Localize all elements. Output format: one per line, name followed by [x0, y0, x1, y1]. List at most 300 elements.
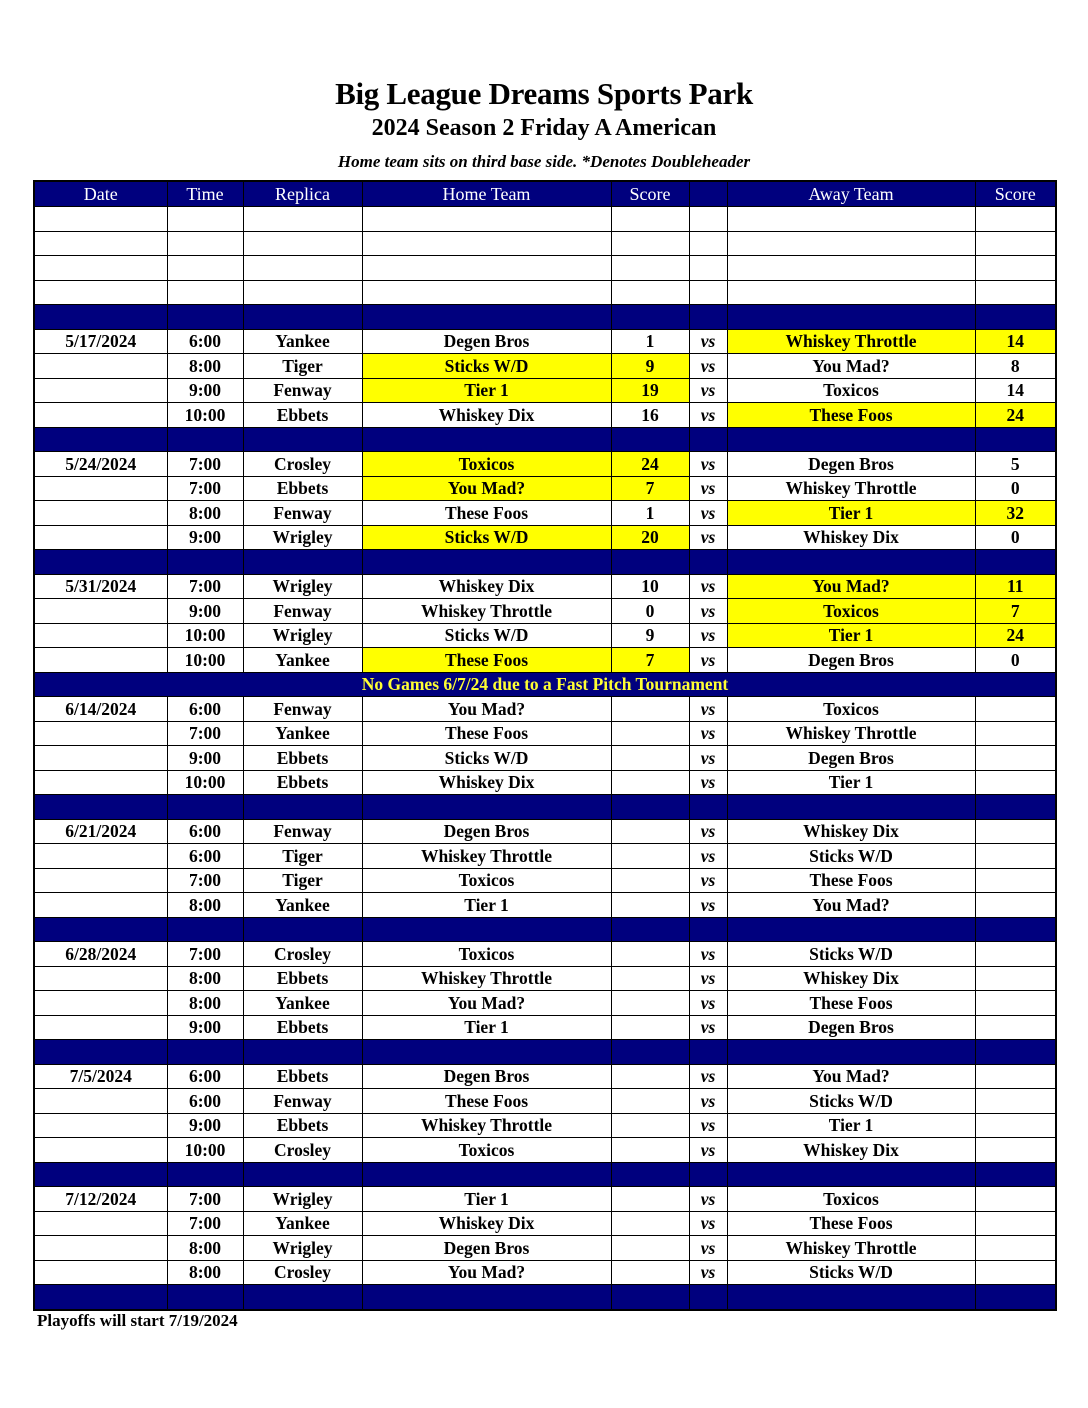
separator-row [34, 917, 1056, 942]
home-team-cell: These Foos [362, 501, 611, 526]
vs-cell: vs [689, 574, 727, 599]
away-team-cell: Tier 1 [727, 1113, 975, 1138]
home-team-cell: Whiskey Dix [362, 403, 611, 428]
away-score-cell [975, 746, 1056, 771]
date-cell [34, 893, 167, 918]
empty-cell [689, 917, 727, 942]
vs-cell: vs [689, 648, 727, 673]
away-score-cell [975, 1113, 1056, 1138]
empty-cell [34, 917, 167, 942]
away-team-cell: Whiskey Throttle [727, 329, 975, 354]
empty-cell [34, 1285, 167, 1310]
time-cell: 6:00 [167, 1064, 243, 1089]
empty-cell [243, 1162, 362, 1187]
home-team-cell: Degen Bros [362, 819, 611, 844]
empty-cell [975, 305, 1056, 330]
vs-cell: vs [689, 1236, 727, 1261]
blank-row [34, 231, 1056, 256]
col-header-away-team: Away Team [727, 181, 975, 207]
home-score-cell: 9 [611, 623, 689, 648]
game-row [34, 378, 1056, 403]
replica-cell: Yankee [243, 329, 362, 354]
time-cell: 6:00 [167, 1089, 243, 1114]
time-cell: 7:00 [167, 868, 243, 893]
separator-row [34, 550, 1056, 575]
replica-cell: Ebbets [243, 770, 362, 795]
banner-row [34, 672, 1056, 697]
game-row [34, 868, 1056, 893]
game-row [34, 1089, 1056, 1114]
home-score-cell [611, 1260, 689, 1285]
date-cell [34, 623, 167, 648]
vs-cell: vs [689, 770, 727, 795]
empty-cell [611, 1162, 689, 1187]
empty-cell [362, 795, 611, 820]
time-cell: 10:00 [167, 770, 243, 795]
home-score-cell [611, 868, 689, 893]
away-score-cell: 8 [975, 354, 1056, 379]
away-team-cell: Toxicos [727, 599, 975, 624]
replica-cell: Ebbets [243, 476, 362, 501]
date-cell [34, 844, 167, 869]
home-team-cell: Whiskey Throttle [362, 599, 611, 624]
replica-cell: Yankee [243, 721, 362, 746]
game-row [34, 721, 1056, 746]
home-team-cell: These Foos [362, 1089, 611, 1114]
vs-cell: vs [689, 893, 727, 918]
blank-row [34, 207, 1056, 232]
away-team-cell: Sticks W/D [727, 1260, 975, 1285]
away-score-cell [975, 991, 1056, 1016]
col-header-home-team: Home Team [362, 181, 611, 207]
replica-cell: Fenway [243, 378, 362, 403]
replica-cell: Ebbets [243, 1113, 362, 1138]
game-row [34, 893, 1056, 918]
time-cell: 7:00 [167, 942, 243, 967]
home-score-cell: 1 [611, 329, 689, 354]
home-team-cell: Sticks W/D [362, 354, 611, 379]
empty-cell [611, 427, 689, 452]
empty-cell [611, 256, 689, 281]
home-score-cell: 9 [611, 354, 689, 379]
empty-cell [243, 1040, 362, 1065]
replica-cell: Crosley [243, 1260, 362, 1285]
empty-cell [689, 795, 727, 820]
game-row [34, 991, 1056, 1016]
away-score-cell [975, 1089, 1056, 1114]
empty-cell [243, 917, 362, 942]
home-team-cell: Degen Bros [362, 1236, 611, 1261]
away-score-cell [975, 819, 1056, 844]
time-cell: 8:00 [167, 1260, 243, 1285]
schedule-note: Home team sits on third base side. *Denotes Doubleheader [337, 152, 751, 171]
date-cell: 6/21/2024 [34, 819, 167, 844]
empty-cell [975, 1162, 1056, 1187]
time-cell: 7:00 [167, 1187, 243, 1212]
replica-cell: Crosley [243, 942, 362, 967]
home-team-cell: Whiskey Dix [362, 1211, 611, 1236]
time-cell: 9:00 [167, 1113, 243, 1138]
empty-cell [362, 280, 611, 305]
home-score-cell: 16 [611, 403, 689, 428]
empty-cell [975, 1040, 1056, 1065]
home-score-cell [611, 942, 689, 967]
replica-cell: Yankee [243, 991, 362, 1016]
home-team-cell: Sticks W/D [362, 623, 611, 648]
empty-cell [689, 1162, 727, 1187]
empty-cell [689, 550, 727, 575]
away-score-cell [975, 1015, 1056, 1040]
home-team-cell: Whiskey Throttle [362, 844, 611, 869]
away-team-cell: Whiskey Throttle [727, 721, 975, 746]
home-team-cell: Toxicos [362, 868, 611, 893]
home-score-cell [611, 819, 689, 844]
empty-cell [167, 1285, 243, 1310]
away-team-cell: Toxicos [727, 1187, 975, 1212]
replica-cell: Crosley [243, 1138, 362, 1163]
away-score-cell: 14 [975, 378, 1056, 403]
away-score-cell: 24 [975, 403, 1056, 428]
away-team-cell: You Mad? [727, 893, 975, 918]
date-cell [34, 476, 167, 501]
empty-cell [167, 550, 243, 575]
game-row [34, 746, 1056, 771]
empty-cell [611, 305, 689, 330]
away-team-cell: Degen Bros [727, 648, 975, 673]
time-cell: 9:00 [167, 378, 243, 403]
home-score-cell [611, 1064, 689, 1089]
separator-row [34, 427, 1056, 452]
col-header-date: Date [34, 181, 167, 207]
away-team-cell: Degen Bros [727, 452, 975, 477]
away-score-cell: 32 [975, 501, 1056, 526]
game-row [34, 501, 1056, 526]
replica-cell: Yankee [243, 893, 362, 918]
away-team-cell: Whiskey Throttle [727, 476, 975, 501]
away-team-cell: Whiskey Dix [727, 966, 975, 991]
away-team-cell: You Mad? [727, 1064, 975, 1089]
home-score-cell: 1 [611, 501, 689, 526]
away-score-cell [975, 966, 1056, 991]
empty-cell [243, 305, 362, 330]
page-title: Big League Dreams Sports Park [335, 76, 753, 111]
date-cell [34, 1089, 167, 1114]
empty-cell [243, 280, 362, 305]
replica-cell: Ebbets [243, 403, 362, 428]
empty-cell [243, 427, 362, 452]
time-cell: 8:00 [167, 501, 243, 526]
empty-cell [167, 256, 243, 281]
away-score-cell [975, 770, 1056, 795]
game-row [34, 1064, 1056, 1089]
replica-cell: Wrigley [243, 525, 362, 550]
date-cell [34, 966, 167, 991]
empty-cell [689, 231, 727, 256]
home-team-cell: Toxicos [362, 452, 611, 477]
playoffs-note: Playoffs will start 7/19/2024 [37, 1311, 238, 1330]
empty-cell [243, 550, 362, 575]
replica-cell: Tiger [243, 354, 362, 379]
vs-cell: vs [689, 1187, 727, 1212]
schedule-body [34, 207, 1056, 1310]
replica-cell: Wrigley [243, 1236, 362, 1261]
replica-cell: Ebbets [243, 1064, 362, 1089]
home-team-cell: Degen Bros [362, 1064, 611, 1089]
away-score-cell [975, 893, 1056, 918]
replica-cell: Ebbets [243, 746, 362, 771]
empty-cell [689, 207, 727, 232]
away-team-cell: Whiskey Dix [727, 525, 975, 550]
vs-cell: vs [689, 378, 727, 403]
home-score-cell [611, 1015, 689, 1040]
vs-cell: vs [689, 329, 727, 354]
vs-cell: vs [689, 1260, 727, 1285]
away-score-cell [975, 942, 1056, 967]
col-header-replica: Replica [243, 181, 362, 207]
empty-cell [727, 280, 975, 305]
away-team-cell: Toxicos [727, 697, 975, 722]
empty-cell [975, 1285, 1056, 1310]
game-row [34, 844, 1056, 869]
time-cell: 9:00 [167, 525, 243, 550]
empty-cell [611, 207, 689, 232]
game-row [34, 648, 1056, 673]
date-cell [34, 1236, 167, 1261]
home-team-cell: Whiskey Dix [362, 574, 611, 599]
home-score-cell [611, 1187, 689, 1212]
vs-cell: vs [689, 966, 727, 991]
away-team-cell: These Foos [727, 403, 975, 428]
game-row [34, 942, 1056, 967]
empty-cell [34, 427, 167, 452]
empty-cell [689, 280, 727, 305]
away-score-cell: 0 [975, 525, 1056, 550]
game-row [34, 1138, 1056, 1163]
empty-cell [167, 231, 243, 256]
away-team-cell: Degen Bros [727, 1015, 975, 1040]
game-row [34, 1260, 1056, 1285]
vs-cell: vs [689, 991, 727, 1016]
game-row [34, 697, 1056, 722]
away-score-cell: 24 [975, 623, 1056, 648]
home-team-cell: These Foos [362, 648, 611, 673]
home-team-cell: Tier 1 [362, 1187, 611, 1212]
empty-cell [975, 427, 1056, 452]
date-cell [34, 991, 167, 1016]
away-score-cell [975, 697, 1056, 722]
time-cell: 7:00 [167, 721, 243, 746]
empty-cell [975, 550, 1056, 575]
away-score-cell: 5 [975, 452, 1056, 477]
home-score-cell: 0 [611, 599, 689, 624]
empty-cell [727, 427, 975, 452]
home-score-cell [611, 991, 689, 1016]
empty-cell [727, 231, 975, 256]
time-cell: 7:00 [167, 574, 243, 599]
away-team-cell: Degen Bros [727, 746, 975, 771]
home-team-cell: You Mad? [362, 991, 611, 1016]
empty-cell [34, 305, 167, 330]
game-row [34, 329, 1056, 354]
game-row [34, 1236, 1056, 1261]
date-cell [34, 1015, 167, 1040]
time-cell: 6:00 [167, 329, 243, 354]
game-row [34, 1211, 1056, 1236]
replica-cell: Yankee [243, 1211, 362, 1236]
empty-cell [611, 280, 689, 305]
away-team-cell: Tier 1 [727, 623, 975, 648]
empty-cell [727, 256, 975, 281]
time-cell: 7:00 [167, 1211, 243, 1236]
separator-row [34, 1162, 1056, 1187]
time-cell: 6:00 [167, 844, 243, 869]
replica-cell: Tiger [243, 844, 362, 869]
empty-cell [975, 917, 1056, 942]
empty-cell [727, 207, 975, 232]
away-score-cell [975, 1236, 1056, 1261]
empty-cell [611, 231, 689, 256]
time-cell: 6:00 [167, 819, 243, 844]
time-cell: 8:00 [167, 893, 243, 918]
empty-cell [689, 1285, 727, 1310]
game-row [34, 452, 1056, 477]
replica-cell: Wrigley [243, 1187, 362, 1212]
away-score-cell [975, 844, 1056, 869]
empty-cell [727, 305, 975, 330]
date-cell [34, 1211, 167, 1236]
home-team-cell: Toxicos [362, 1138, 611, 1163]
empty-cell [727, 1162, 975, 1187]
game-row [34, 525, 1056, 550]
date-cell [34, 1260, 167, 1285]
home-score-cell: 24 [611, 452, 689, 477]
game-row [34, 1015, 1056, 1040]
empty-cell [689, 1040, 727, 1065]
away-score-cell: 14 [975, 329, 1056, 354]
game-row [34, 819, 1056, 844]
time-cell: 7:00 [167, 476, 243, 501]
time-cell: 9:00 [167, 599, 243, 624]
empty-cell [727, 1040, 975, 1065]
empty-cell [611, 1285, 689, 1310]
empty-cell [362, 917, 611, 942]
vs-cell: vs [689, 354, 727, 379]
empty-cell [167, 1162, 243, 1187]
empty-cell [167, 207, 243, 232]
game-row [34, 966, 1056, 991]
home-score-cell: 10 [611, 574, 689, 599]
schedule-table [33, 180, 1057, 1311]
vs-cell: vs [689, 452, 727, 477]
empty-cell [727, 550, 975, 575]
vs-cell: vs [689, 1113, 727, 1138]
empty-cell [243, 256, 362, 281]
empty-cell [243, 231, 362, 256]
empty-cell [975, 256, 1056, 281]
away-score-cell: 0 [975, 648, 1056, 673]
separator-row [34, 795, 1056, 820]
replica-cell: Wrigley [243, 623, 362, 648]
vs-cell: vs [689, 501, 727, 526]
time-cell: 8:00 [167, 1236, 243, 1261]
replica-cell: Fenway [243, 1089, 362, 1114]
game-row [34, 354, 1056, 379]
date-cell [34, 1113, 167, 1138]
empty-cell [243, 1285, 362, 1310]
blank-row [34, 256, 1056, 281]
date-cell [34, 354, 167, 379]
game-row [34, 1113, 1056, 1138]
home-team-cell: Whiskey Throttle [362, 1113, 611, 1138]
date-cell: 6/14/2024 [34, 697, 167, 722]
empty-cell [689, 427, 727, 452]
vs-cell: vs [689, 844, 727, 869]
separator-row [34, 1285, 1056, 1310]
empty-cell [611, 550, 689, 575]
date-cell [34, 403, 167, 428]
replica-cell: Ebbets [243, 1015, 362, 1040]
empty-cell [611, 917, 689, 942]
time-cell: 10:00 [167, 623, 243, 648]
home-team-cell: Toxicos [362, 942, 611, 967]
empty-cell [362, 550, 611, 575]
empty-cell [975, 231, 1056, 256]
game-row [34, 403, 1056, 428]
replica-cell: Fenway [243, 501, 362, 526]
away-score-cell [975, 1187, 1056, 1212]
empty-cell [167, 1040, 243, 1065]
empty-cell [362, 231, 611, 256]
replica-cell: Ebbets [243, 966, 362, 991]
time-cell: 10:00 [167, 403, 243, 428]
date-cell [34, 721, 167, 746]
empty-cell [34, 1040, 167, 1065]
home-team-cell: Tier 1 [362, 378, 611, 403]
home-score-cell [611, 1089, 689, 1114]
home-team-cell: Tier 1 [362, 1015, 611, 1040]
replica-cell: Fenway [243, 697, 362, 722]
vs-cell: vs [689, 525, 727, 550]
empty-cell [727, 917, 975, 942]
empty-cell [34, 256, 167, 281]
vs-cell: vs [689, 599, 727, 624]
away-score-cell [975, 721, 1056, 746]
date-cell [34, 378, 167, 403]
home-team-cell: These Foos [362, 721, 611, 746]
home-score-cell [611, 1236, 689, 1261]
empty-cell [362, 1040, 611, 1065]
date-cell [34, 868, 167, 893]
replica-cell: Fenway [243, 819, 362, 844]
empty-cell [34, 550, 167, 575]
home-score-cell [611, 1211, 689, 1236]
away-team-cell: These Foos [727, 1211, 975, 1236]
empty-cell [167, 795, 243, 820]
vs-cell: vs [689, 623, 727, 648]
col-header-time: Time [167, 181, 243, 207]
vs-cell: vs [689, 746, 727, 771]
empty-cell [34, 231, 167, 256]
replica-cell: Fenway [243, 599, 362, 624]
home-team-cell: Whiskey Dix [362, 770, 611, 795]
away-score-cell [975, 868, 1056, 893]
date-cell: 7/5/2024 [34, 1064, 167, 1089]
blank-row [34, 280, 1056, 305]
empty-cell [243, 795, 362, 820]
date-cell [34, 648, 167, 673]
time-cell: 8:00 [167, 354, 243, 379]
vs-cell: vs [689, 868, 727, 893]
